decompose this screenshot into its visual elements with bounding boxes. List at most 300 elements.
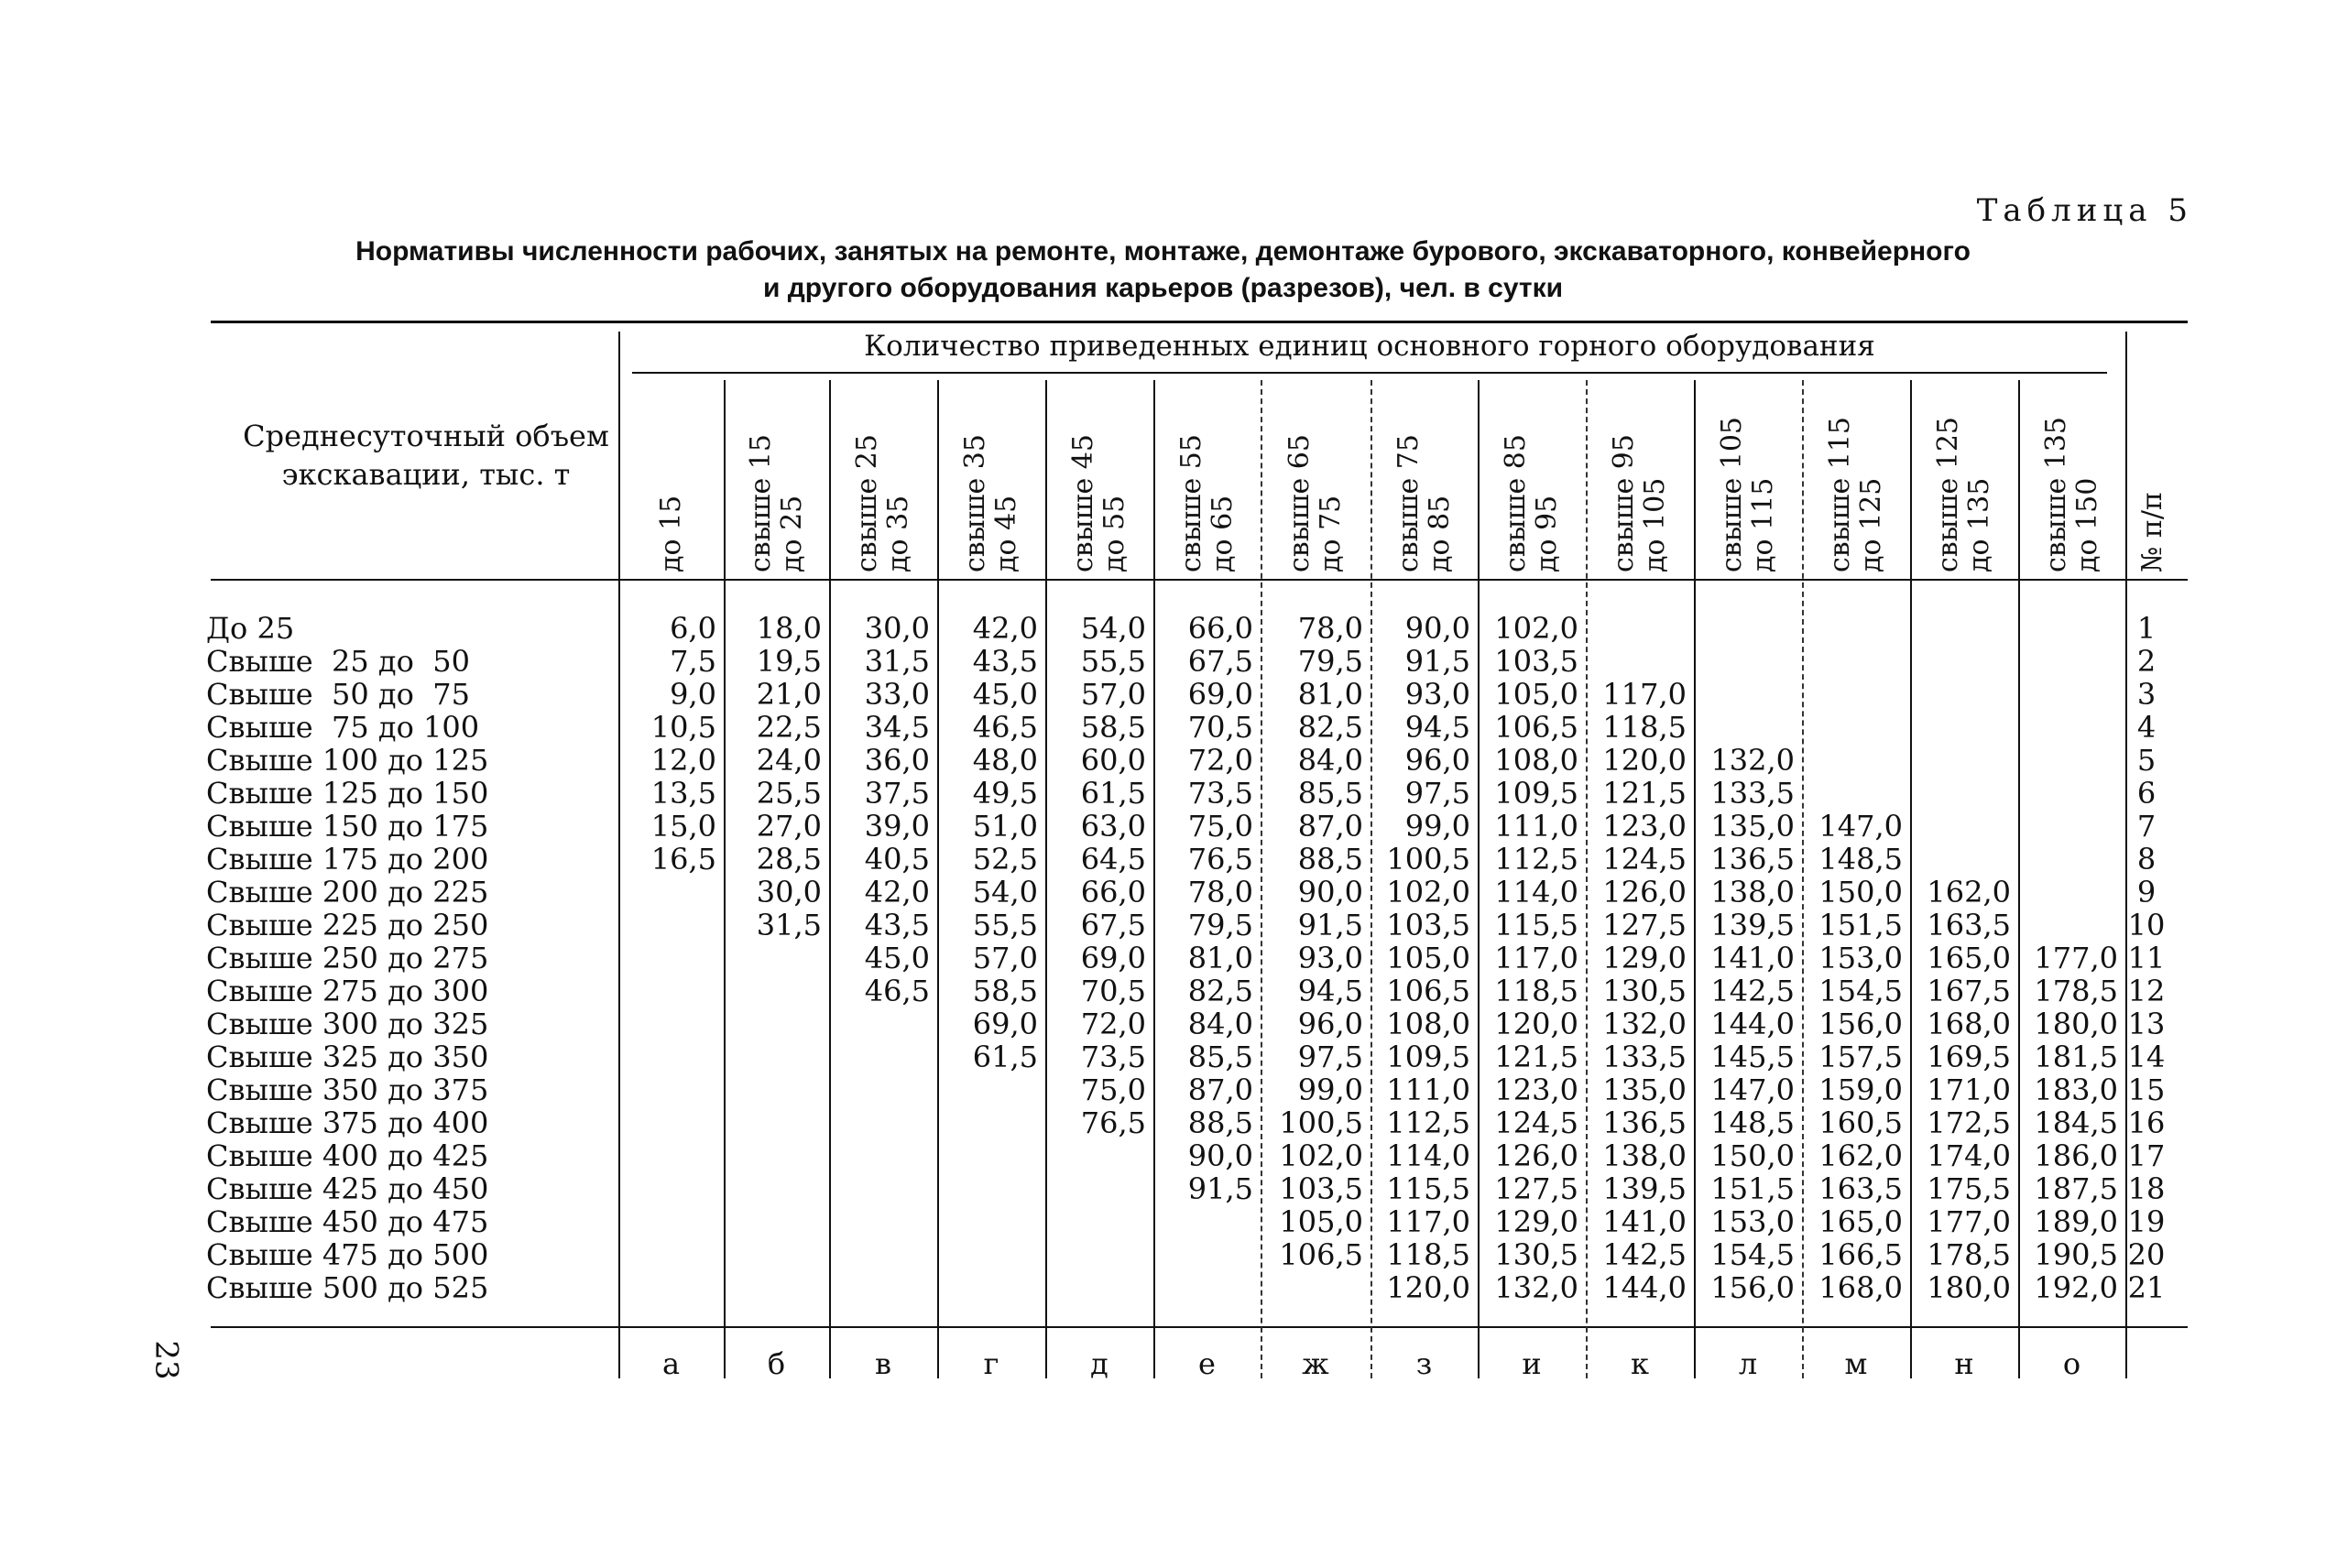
table-cell: 167,5: [1927, 974, 2011, 1008]
row-number: 5: [2136, 743, 2157, 778]
column-header-line-1: свыше 75: [1392, 434, 1425, 572]
column-header-line-2: до 45: [990, 495, 1022, 572]
table-cell: 156,0: [1818, 1007, 1903, 1041]
table-cell: 25,5: [756, 776, 822, 811]
table-cell: 94,5: [1297, 974, 1363, 1008]
table-cell: 69,0: [1080, 941, 1146, 975]
table-cell: 67,5: [1187, 644, 1253, 679]
row-label: Свыше 325 до 350: [206, 1040, 489, 1074]
row-label: До 25: [206, 611, 295, 646]
table-cell: 82,5: [1187, 974, 1253, 1008]
row-label: Свыше 100 до 125: [206, 743, 489, 778]
table-cell: 186,0: [2034, 1138, 2118, 1173]
table-cell: 52,5: [972, 842, 1038, 877]
row-number: 13: [2127, 1007, 2166, 1041]
row-label: Свыше 150 до 175: [206, 809, 489, 844]
table-cell: 96,0: [1404, 743, 1470, 778]
table-cell: 10,5: [650, 710, 716, 745]
row-label: Свыше 375 до 400: [206, 1105, 489, 1140]
row-number-header: [2125, 380, 2180, 572]
column-header-line-2: до 95: [1531, 495, 1563, 572]
table-cell: 105,0: [1279, 1204, 1363, 1239]
table-cell: 127,5: [1602, 908, 1687, 942]
table-cell: 36,0: [864, 743, 930, 778]
table-cell: 103,5: [1279, 1171, 1363, 1206]
table-cell: 43,5: [864, 908, 930, 942]
table-cell: 7,5: [670, 644, 716, 679]
table-cell: 100,5: [1279, 1105, 1363, 1140]
row-number: 18: [2127, 1171, 2166, 1206]
column-header-lines: [1068, 434, 1130, 572]
table-cell: 73,5: [1080, 1040, 1146, 1074]
table-cell: 106,5: [1386, 974, 1470, 1008]
table-cell: 129,0: [1602, 941, 1687, 975]
table-cell: 178,5: [2034, 974, 2118, 1008]
table-cell: 108,0: [1494, 743, 1578, 778]
table-cell: 69,0: [1187, 677, 1253, 712]
table-cell: 120,0: [1602, 743, 1687, 778]
column-letter: в: [874, 1346, 891, 1381]
column-letter: б: [767, 1346, 786, 1381]
table-cell: 88,5: [1187, 1105, 1253, 1140]
table-cell: 109,5: [1386, 1040, 1470, 1074]
table-cell: 58,5: [1080, 710, 1146, 745]
table-cell: 66,0: [1187, 611, 1253, 646]
column-letter: ж: [1302, 1346, 1329, 1381]
column-letter: е: [1198, 1346, 1216, 1381]
column-header-lines: [1176, 434, 1239, 572]
table-cell: 121,5: [1494, 1040, 1578, 1074]
table-cell: 19,5: [756, 644, 822, 679]
table-cell: 145,5: [1710, 1040, 1795, 1074]
table-cell: 142,5: [1710, 974, 1795, 1008]
column-header-line-2: до 135: [1963, 477, 1995, 572]
column-header: [1586, 380, 1694, 572]
table-cell: 93,0: [1297, 941, 1363, 975]
table-cell: 114,0: [1386, 1138, 1470, 1173]
table-cell: 12,0: [650, 743, 716, 778]
table-cell: 180,0: [2034, 1007, 2118, 1041]
column-header-line-2: до 35: [882, 495, 914, 572]
column-header-lines: [960, 434, 1022, 572]
table-cell: 81,0: [1187, 941, 1253, 975]
table-cell: 168,0: [1927, 1007, 2011, 1041]
row-number: 21: [2127, 1270, 2166, 1305]
table-cell: 42,0: [864, 875, 930, 909]
column-header-text: [1284, 434, 1347, 572]
table-cell: 162,0: [1927, 875, 2011, 909]
stub-header: Среднесуточный объем экскавации, тыс. т: [243, 419, 609, 492]
table-cell: 102,0: [1279, 1138, 1363, 1173]
table-cell: 22,5: [756, 710, 822, 745]
column-header: [1694, 380, 1802, 572]
table-cell: 60,0: [1080, 743, 1146, 778]
table-cell: 106,5: [1279, 1237, 1363, 1272]
table-cell: 43,5: [972, 644, 1038, 679]
row-number: 7: [2136, 809, 2157, 844]
column-header: [829, 380, 937, 572]
table-cell: 99,0: [1404, 809, 1470, 844]
table-cell: 144,0: [1710, 1007, 1795, 1041]
table-cell: 61,5: [972, 1040, 1038, 1074]
column-header-lines: [746, 434, 808, 572]
column-header-text: [852, 434, 914, 572]
table-cell: 175,5: [1927, 1171, 2011, 1206]
table-cell: 135,0: [1710, 809, 1795, 844]
table-cell: 100,5: [1386, 842, 1470, 877]
table-cell: 177,0: [1927, 1204, 2011, 1239]
column-header-line-1: до 15: [654, 495, 687, 572]
table-cell: 103,5: [1494, 644, 1578, 679]
column-header-line-1: свыше 115: [1824, 416, 1856, 572]
row-number: 3: [2136, 677, 2157, 712]
column-letter: к: [1631, 1346, 1649, 1381]
table-cell: 82,5: [1297, 710, 1363, 745]
table-cell: 15,0: [650, 809, 716, 844]
table-cell: 163,5: [1927, 908, 2011, 942]
column-header-text: [960, 434, 1022, 572]
row-number: 11: [2127, 941, 2166, 975]
table-cell: 108,0: [1386, 1007, 1470, 1041]
row-label: Свыше 125 до 150: [206, 776, 489, 811]
column-letter: н: [1954, 1346, 1974, 1381]
row-label: Свыше 475 до 500: [206, 1237, 489, 1272]
row-number: 10: [2127, 908, 2166, 942]
table-cell: 159,0: [1818, 1073, 1903, 1107]
table-cell: 183,0: [2034, 1073, 2118, 1107]
column-header-line-1: свыше 105: [1716, 416, 1748, 572]
column-header-lines: [1717, 417, 1779, 572]
table-cell: 117,0: [1602, 677, 1687, 712]
table-cell: 139,5: [1602, 1171, 1687, 1206]
column-header-text: [1501, 434, 1563, 572]
table-cell: 111,0: [1494, 809, 1578, 844]
table-cell: 87,0: [1297, 809, 1363, 844]
table-cell: 79,5: [1187, 908, 1253, 942]
table-cell: 124,5: [1602, 842, 1687, 877]
column-header-lines: [1825, 417, 1887, 572]
page-number: 23: [147, 1340, 185, 1380]
row-label: Свыше 25 до 50: [206, 644, 470, 679]
table-cell: 40,5: [864, 842, 930, 877]
table-cell: 172,5: [1927, 1105, 2011, 1140]
table-cell: 166,5: [1818, 1237, 1903, 1272]
column-header-lines: [1284, 434, 1347, 572]
table-cell: 106,5: [1494, 710, 1578, 745]
column-header-lines: [1609, 434, 1671, 572]
column-header-text: [1825, 417, 1887, 572]
table-cell: 147,0: [1818, 809, 1903, 844]
row-number: 20: [2127, 1237, 2166, 1272]
row-number: 19: [2127, 1204, 2166, 1239]
column-header: [1478, 380, 1586, 572]
row-number: 16: [2127, 1105, 2166, 1140]
column-header-line-1: свыше 45: [1067, 434, 1099, 572]
table-cell: 97,5: [1404, 776, 1470, 811]
table-cell: 63,0: [1080, 809, 1146, 844]
row-label: Свыше 50 до 75: [206, 677, 470, 712]
table-cell: 84,0: [1297, 743, 1363, 778]
table-cell: 147,0: [1710, 1073, 1795, 1107]
table-cell: 148,5: [1710, 1105, 1795, 1140]
table-title: [137, 234, 2189, 307]
table-cell: 55,5: [1080, 644, 1146, 679]
table-cell: 70,5: [1080, 974, 1146, 1008]
column-header-line-2: до 85: [1423, 495, 1456, 572]
column-header-line-2: до 105: [1639, 477, 1671, 572]
group-header-underline: [632, 372, 2107, 374]
table-cell: 97,5: [1297, 1040, 1363, 1074]
table-cell: 70,5: [1187, 710, 1253, 745]
table-cell: 153,0: [1818, 941, 1903, 975]
table-cell: 48,0: [972, 743, 1038, 778]
column-header-text: [746, 434, 808, 572]
table-cell: 117,0: [1494, 941, 1578, 975]
table-cell: 189,0: [2034, 1204, 2118, 1239]
table-cell: 102,0: [1386, 875, 1470, 909]
table-cell: 81,0: [1297, 677, 1363, 712]
column-header-lines: [2041, 417, 2103, 572]
table-cell: 136,5: [1710, 842, 1795, 877]
column-header-text: [1068, 434, 1130, 572]
table-cell: 112,5: [1386, 1105, 1470, 1140]
table-cell: 105,0: [1494, 677, 1578, 712]
table-cell: 75,0: [1187, 809, 1253, 844]
table-cell: 78,0: [1297, 611, 1363, 646]
body-bottom-rule: [211, 1326, 2188, 1328]
column-header-line-1: свыше 95: [1608, 434, 1640, 572]
row-number: 8: [2136, 842, 2157, 877]
table-cell: 21,0: [756, 677, 822, 712]
table-cell: 78,0: [1187, 875, 1253, 909]
table-cell: 24,0: [756, 743, 822, 778]
column-header-line-1: свыше 125: [1932, 416, 1964, 572]
table-cell: 37,5: [864, 776, 930, 811]
table-cell: 28,5: [756, 842, 822, 877]
table-cell: 72,0: [1187, 743, 1253, 778]
column-header-line-2: до 115: [1747, 477, 1779, 572]
table-cell: 148,5: [1818, 842, 1903, 877]
column-header-line-1: свыше 25: [851, 434, 883, 572]
table-cell: 124,5: [1494, 1105, 1578, 1140]
column-header-lines: [852, 434, 914, 572]
table-cell: 115,5: [1386, 1171, 1470, 1206]
table-cell: 132,0: [1494, 1270, 1578, 1305]
table-cell: 64,5: [1080, 842, 1146, 877]
table-cell: 150,0: [1818, 875, 1903, 909]
table-cell: 102,0: [1494, 611, 1578, 646]
table-cell: 160,5: [1818, 1105, 1903, 1140]
table-cell: 127,5: [1494, 1171, 1578, 1206]
table-cell: 76,5: [1187, 842, 1253, 877]
row-label: Свыше 450 до 475: [206, 1204, 489, 1239]
column-header-line-1: свыше 35: [959, 434, 991, 572]
table-cell: 178,5: [1927, 1237, 2011, 1272]
table-cell: 184,5: [2034, 1105, 2118, 1140]
table-cell: 67,5: [1080, 908, 1146, 942]
column-header-text: [1176, 434, 1239, 572]
column-header-text: [1393, 434, 1456, 572]
title-line-2: и другого оборудования карьеров (разрезов), чел. в сутки: [762, 273, 1564, 303]
column-header: [1045, 380, 1153, 572]
table-cell: 123,0: [1602, 809, 1687, 844]
table-cell: 154,5: [1710, 1237, 1795, 1272]
table-cell: 118,5: [1386, 1237, 1470, 1272]
row-label: Свыше 350 до 375: [206, 1073, 489, 1107]
table-cell: 31,5: [756, 908, 822, 942]
table-cell: 157,5: [1818, 1040, 1903, 1074]
table-cell: 126,0: [1494, 1138, 1578, 1173]
table-cell: 135,0: [1602, 1073, 1687, 1107]
table-cell: 69,0: [972, 1007, 1038, 1041]
table-cell: 91,5: [1297, 908, 1363, 942]
column-header-text: [1717, 417, 1779, 572]
column-letter: а: [661, 1346, 681, 1381]
table-cell: 76,5: [1080, 1105, 1146, 1140]
column-header: [1370, 380, 1478, 572]
row-number: 15: [2127, 1073, 2166, 1107]
table-cell: 130,5: [1602, 974, 1687, 1008]
column-header-line-1: свыше 55: [1174, 434, 1207, 572]
column-header-text: [1933, 417, 1995, 572]
table-cell: 138,0: [1602, 1138, 1687, 1173]
table-cell: 141,0: [1602, 1204, 1687, 1239]
table-cell: 90,0: [1187, 1138, 1253, 1173]
table-cell: 120,0: [1494, 1007, 1578, 1041]
row-number: 2: [2136, 644, 2157, 679]
table-cell: 118,5: [1494, 974, 1578, 1008]
table-cell: 139,5: [1710, 908, 1795, 942]
table-cell: 136,5: [1602, 1105, 1687, 1140]
table-cell: 66,0: [1080, 875, 1146, 909]
column-header-lines: [656, 495, 687, 572]
row-number: 6: [2136, 776, 2157, 811]
table-cell: 94,5: [1404, 710, 1470, 745]
table-cell: 90,0: [1297, 875, 1363, 909]
table-cell: 133,5: [1710, 776, 1795, 811]
column-header: [1910, 380, 2018, 572]
table-cell: 190,5: [2034, 1237, 2118, 1272]
column-header-lines: [1933, 417, 1995, 572]
table-cell: 130,5: [1494, 1237, 1578, 1272]
column-header-line-2: до 25: [775, 495, 808, 572]
column-header: [1153, 380, 1261, 572]
table-cell: 177,0: [2034, 941, 2118, 975]
table-cell: 153,0: [1710, 1204, 1795, 1239]
table-cell: 163,5: [1818, 1171, 1903, 1206]
row-label: Свыше 75 до 100: [206, 710, 480, 745]
table-cell: 133,5: [1602, 1040, 1687, 1074]
row-label: Свыше 175 до 200: [206, 842, 489, 877]
table-cell: 174,0: [1927, 1138, 2011, 1173]
table-cell: 16,5: [650, 842, 716, 877]
table-cell: 192,0: [2034, 1270, 2118, 1305]
table-cell: 27,0: [756, 809, 822, 844]
table-cell: 87,0: [1187, 1073, 1253, 1107]
table-cell: 120,0: [1386, 1270, 1470, 1305]
table-cell: 72,0: [1080, 1007, 1146, 1041]
row-label: Свыше 225 до 250: [206, 908, 489, 942]
table-cell: 91,5: [1187, 1171, 1253, 1206]
table-cell: 181,5: [2034, 1040, 2118, 1074]
column-header-line-1: свыше 135: [2039, 416, 2072, 572]
table-number-label: Таблица 5: [1976, 192, 2193, 229]
table-cell: 165,0: [1818, 1204, 1903, 1239]
column-header: [724, 380, 829, 572]
column-letter: д: [1090, 1346, 1108, 1381]
table-cell: 57,0: [1080, 677, 1146, 712]
table-cell: 117,0: [1386, 1204, 1470, 1239]
table-cell: 6,0: [670, 611, 716, 646]
table-cell: 103,5: [1386, 908, 1470, 942]
group-header: Количество приведенных единиц основного горного оборудования: [864, 330, 1875, 363]
row-number: 4: [2136, 710, 2157, 745]
table-cell: 171,0: [1927, 1073, 2011, 1107]
header-bottom-rule: [211, 579, 2188, 581]
table-cell: 142,5: [1602, 1237, 1687, 1272]
title-line-1: Нормативы численности рабочих, занятых на ремонте, монтаже, демонтаже бурового, экскаваторного, конвейерного: [355, 236, 1971, 267]
table-cell: 126,0: [1602, 875, 1687, 909]
table-cell: 46,5: [972, 710, 1038, 745]
table-cell: 138,0: [1710, 875, 1795, 909]
table-cell: 93,0: [1404, 677, 1470, 712]
column-header-line-1: свыше 65: [1283, 434, 1316, 572]
table-cell: 91,5: [1404, 644, 1470, 679]
table-cell: 114,0: [1494, 875, 1578, 909]
column-header-lines: [1393, 434, 1456, 572]
table-cell: 154,5: [1818, 974, 1903, 1008]
table-cell: 169,5: [1927, 1040, 2011, 1074]
column-header-text: [2041, 417, 2103, 572]
row-label: Свыше 500 до 525: [206, 1270, 489, 1305]
table-cell: 129,0: [1494, 1204, 1578, 1239]
table-cell: 85,5: [1187, 1040, 1253, 1074]
table-cell: 150,0: [1710, 1138, 1795, 1173]
table-cell: 49,5: [972, 776, 1038, 811]
table-cell: 162,0: [1818, 1138, 1903, 1173]
table-cell: 75,0: [1080, 1073, 1146, 1107]
table-cell: 42,0: [972, 611, 1038, 646]
column-letter: м: [1844, 1346, 1868, 1381]
table-cell: 105,0: [1386, 941, 1470, 975]
table-cell: 33,0: [864, 677, 930, 712]
table-cell: 144,0: [1602, 1270, 1687, 1305]
table-cell: 79,5: [1297, 644, 1363, 679]
column-header-line-2: до 55: [1098, 495, 1130, 572]
table-cell: 96,0: [1297, 1007, 1363, 1041]
table-cell: 88,5: [1297, 842, 1363, 877]
table-cell: 54,0: [972, 875, 1038, 909]
table-cell: 180,0: [1927, 1270, 2011, 1305]
column-header-line-2: до 65: [1206, 495, 1239, 572]
column-letter: з: [1415, 1346, 1433, 1381]
column-header-line-2: до 75: [1315, 495, 1347, 572]
row-label: Свыше 400 до 425: [206, 1138, 489, 1173]
column-header-line-2: до 125: [1855, 477, 1887, 572]
table-cell: 187,5: [2034, 1171, 2118, 1206]
table-cell: 45,0: [972, 677, 1038, 712]
table-cell: 112,5: [1494, 842, 1578, 877]
table-cell: 109,5: [1494, 776, 1578, 811]
table-cell: 57,0: [972, 941, 1038, 975]
row-number: 9: [2136, 875, 2157, 909]
column-header: [937, 380, 1045, 572]
table-cell: 30,0: [864, 611, 930, 646]
table-cell: 121,5: [1602, 776, 1687, 811]
table-cell: 99,0: [1297, 1073, 1363, 1107]
table-cell: 55,5: [972, 908, 1038, 942]
table-cell: 84,0: [1187, 1007, 1253, 1041]
